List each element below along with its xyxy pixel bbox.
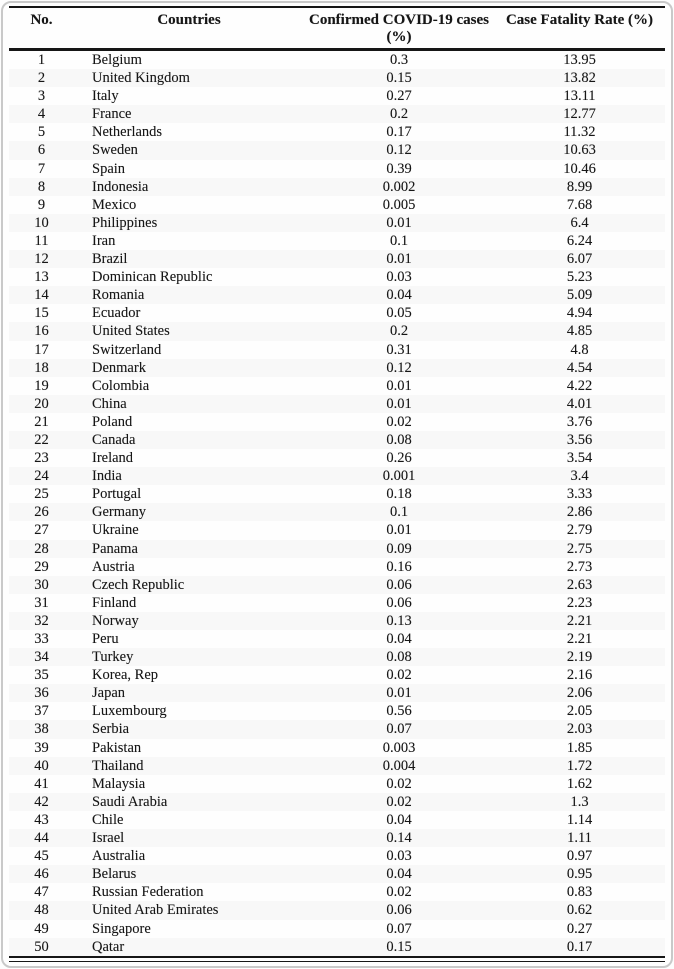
country-cell: Ireland <box>92 450 134 467</box>
fatality-rate-cell: 1.72 <box>566 757 593 774</box>
table-row <box>9 196 665 214</box>
confirmed-cases-cell: 0.08 <box>386 431 412 448</box>
country-cell: Iran <box>92 232 116 249</box>
table-row <box>9 377 665 395</box>
covid-country-table <box>9 6 665 958</box>
row-number-cell: 33 <box>34 631 49 647</box>
row-number-cell: 49 <box>34 920 49 937</box>
table-row <box>9 69 665 87</box>
table-row <box>9 847 665 865</box>
country-cell: Luxembourg <box>92 703 167 720</box>
row-number-cell: 28 <box>34 540 49 557</box>
confirmed-cases-cell: 0.18 <box>386 486 412 503</box>
country-cell: Peru <box>92 631 119 647</box>
fatality-rate-cell: 1.85 <box>566 739 593 756</box>
confirmed-cases-cell: 0.02 <box>386 667 412 684</box>
fatality-rate-cell: 2.63 <box>566 576 593 593</box>
row-number-cell: 16 <box>34 323 49 340</box>
country-cell: France <box>92 106 132 123</box>
row-number-cell: 19 <box>34 377 49 394</box>
confirmed-cases-cell: 0.3 <box>389 52 409 68</box>
country-cell: Pakistan <box>92 739 142 756</box>
table-row <box>9 576 665 594</box>
confirmed-cases-cell: 0.004 <box>382 757 416 774</box>
country-cell: Dominican Republic <box>92 269 213 286</box>
table-row <box>9 503 665 521</box>
table-row <box>9 214 665 232</box>
confirmed-cases-cell: 0.06 <box>386 594 412 611</box>
fatality-rate-cell: 3.76 <box>566 413 593 430</box>
country-cell: Finland <box>92 594 137 611</box>
row-number-cell: 48 <box>34 902 49 919</box>
fatality-rate-cell: 0.97 <box>566 848 593 865</box>
row-number-cell: 38 <box>34 721 49 738</box>
confirmed-cases-cell: 0.07 <box>386 920 412 937</box>
fatality-rate-cell: 0.95 <box>566 866 593 883</box>
row-number-cell: 21 <box>34 413 49 430</box>
row-number-cell: 29 <box>34 558 49 575</box>
row-number-cell: 10 <box>34 214 49 231</box>
country-cell: Singapore <box>92 920 151 937</box>
row-number-cell: 50 <box>34 938 49 955</box>
row-number-cell: 8 <box>37 178 46 195</box>
col-header-confirmed-cases: Confirmed COVID-19 cases (%) <box>309 12 489 45</box>
table-row <box>9 684 665 702</box>
table-row <box>9 286 665 304</box>
table-body <box>9 50 665 957</box>
country-cell: China <box>92 395 127 412</box>
table-row <box>9 160 665 178</box>
table-row <box>9 485 665 503</box>
confirmed-cases-cell: 0.01 <box>386 522 412 539</box>
country-cell: Switzerland <box>92 341 162 358</box>
table-row <box>9 250 665 268</box>
country-cell: Qatar <box>92 938 125 955</box>
row-number-cell: 15 <box>34 305 49 322</box>
fatality-rate-cell: 11.32 <box>563 124 596 141</box>
fatality-rate-cell: 4.85 <box>566 323 593 340</box>
confirmed-cases-cell: 0.003 <box>382 739 416 756</box>
country-cell: Mexico <box>92 196 137 213</box>
confirmed-cases-cell: 0.02 <box>386 793 412 810</box>
fatality-rate-cell: 4.94 <box>566 305 593 322</box>
country-cell: Ukraine <box>92 522 139 539</box>
table-row <box>9 268 665 286</box>
country-cell: Chile <box>92 811 124 828</box>
country-cell: Thailand <box>92 757 144 774</box>
country-cell: Malaysia <box>92 775 146 792</box>
row-number-cell: 35 <box>34 667 49 684</box>
fatality-rate-cell: 5.23 <box>566 269 593 286</box>
fatality-rate-cell: 13.95 <box>563 52 596 68</box>
confirmed-cases-cell: 0.26 <box>386 450 412 467</box>
row-number-cell: 26 <box>34 504 49 521</box>
table-row <box>9 720 665 738</box>
row-number-cell: 5 <box>37 124 46 141</box>
table-row <box>9 87 665 105</box>
col-header-countries: Countries <box>157 12 221 28</box>
fatality-rate-cell: 8.99 <box>566 178 593 195</box>
row-number-cell: 18 <box>34 359 49 376</box>
country-cell: India <box>92 468 122 485</box>
confirmed-cases-cell: 0.03 <box>386 848 412 865</box>
confirmed-cases-cell: 0.002 <box>382 178 416 195</box>
confirmed-cases-cell: 0.08 <box>386 649 412 666</box>
fatality-rate-cell: 2.21 <box>566 612 593 629</box>
table-row <box>9 413 665 431</box>
confirmed-cases-cell: 0.1 <box>389 232 409 249</box>
confirmed-cases-cell: 0.02 <box>386 413 412 430</box>
table-row <box>9 920 665 938</box>
country-cell: Austria <box>92 558 135 575</box>
country-cell: Israel <box>92 830 125 847</box>
country-cell: Indonesia <box>92 178 149 195</box>
fatality-rate-cell: 10.46 <box>563 160 596 177</box>
row-number-cell: 44 <box>34 830 49 847</box>
confirmed-cases-cell: 0.01 <box>386 214 412 231</box>
fatality-rate-cell: 10.63 <box>563 142 596 159</box>
scanned-table-frame <box>1 1 673 968</box>
confirmed-cases-cell: 0.04 <box>386 811 412 828</box>
country-cell: United Arab Emirates <box>92 902 219 919</box>
confirmed-cases-cell: 0.16 <box>386 558 412 575</box>
country-cell: Turkey <box>92 649 134 666</box>
table-row <box>9 540 665 558</box>
fatality-rate-cell: 4.54 <box>566 359 593 376</box>
fatality-rate-cell: 1.3 <box>570 793 589 810</box>
table-row <box>9 739 665 757</box>
confirmed-cases-cell: 0.12 <box>386 359 412 376</box>
confirmed-cases-cell: 0.14 <box>386 830 412 847</box>
country-cell: United Kingdom <box>92 70 190 87</box>
confirmed-cases-cell: 0.02 <box>386 884 412 901</box>
country-cell: Belgium <box>92 52 142 68</box>
row-number-cell: 46 <box>34 866 49 883</box>
country-cell: Portugal <box>92 486 142 503</box>
fatality-rate-cell: 4.22 <box>566 377 593 394</box>
table-row <box>9 304 665 322</box>
row-number-cell: 30 <box>34 576 49 593</box>
row-number-cell: 32 <box>34 612 49 629</box>
table-row <box>9 50 665 70</box>
fatality-rate-cell: 7.68 <box>566 196 593 213</box>
row-number-cell: 13 <box>34 269 49 286</box>
confirmed-cases-cell: 0.13 <box>386 612 412 629</box>
fatality-rate-cell: 0.62 <box>566 902 593 919</box>
table-row <box>9 105 665 123</box>
row-number-cell: 12 <box>34 251 49 268</box>
fatality-rate-cell: 12.77 <box>563 106 596 123</box>
country-cell: Czech Republic <box>92 576 185 593</box>
country-cell: Colombia <box>92 377 150 394</box>
confirmed-cases-cell: 0.04 <box>386 287 412 304</box>
confirmed-cases-cell: 0.39 <box>386 160 412 177</box>
row-number-cell: 20 <box>34 395 49 412</box>
fatality-rate-cell: 0.83 <box>566 884 593 901</box>
country-cell: Italy <box>92 88 119 105</box>
country-cell: Netherlands <box>92 124 163 141</box>
country-cell: Korea, Rep <box>92 667 159 684</box>
table-row <box>9 883 665 901</box>
confirmed-cases-cell: 0.56 <box>386 703 412 720</box>
row-number-cell: 3 <box>37 88 46 105</box>
fatality-rate-cell: 2.75 <box>566 540 593 557</box>
confirmed-cases-cell: 0.15 <box>386 938 412 955</box>
row-number-cell: 42 <box>34 793 49 810</box>
table-row <box>9 594 665 612</box>
row-number-cell: 41 <box>34 775 49 792</box>
confirmed-cases-cell: 0.17 <box>386 124 412 141</box>
row-number-cell: 37 <box>34 703 49 720</box>
row-number-cell: 22 <box>34 431 49 448</box>
country-cell: Poland <box>92 413 133 430</box>
country-cell: Norway <box>92 612 139 629</box>
confirmed-cases-cell: 0.2 <box>389 106 409 123</box>
table-row <box>9 141 665 159</box>
fatality-rate-cell: 2.79 <box>566 522 593 539</box>
table-row <box>9 521 665 539</box>
confirmed-cases-cell: 0.06 <box>386 902 412 919</box>
row-number-cell: 45 <box>34 848 49 865</box>
fatality-rate-cell: 2.03 <box>566 721 593 738</box>
country-cell: Serbia <box>92 721 130 738</box>
table-header <box>9 7 665 50</box>
country-cell: Saudi Arabia <box>92 793 168 810</box>
row-number-cell: 24 <box>34 468 49 485</box>
row-number-cell: 36 <box>34 685 49 702</box>
row-number-cell: 40 <box>34 757 49 774</box>
fatality-rate-cell: 1.62 <box>566 775 593 792</box>
country-cell: Brazil <box>92 251 128 268</box>
confirmed-cases-cell: 0.005 <box>382 196 416 213</box>
fatality-rate-cell: 4.8 <box>570 341 589 358</box>
fatality-rate-cell: 2.23 <box>566 594 593 611</box>
fatality-rate-cell: 2.06 <box>566 685 593 702</box>
table-row <box>9 558 665 576</box>
table-row <box>9 775 665 793</box>
row-number-cell: 43 <box>34 811 49 828</box>
confirmed-cases-cell: 0.1 <box>389 504 409 521</box>
table-row <box>9 341 665 359</box>
fatality-rate-cell: 2.16 <box>566 667 593 684</box>
fatality-rate-cell: 6.24 <box>566 232 593 249</box>
country-cell: Germany <box>92 504 146 521</box>
confirmed-cases-cell: 0.001 <box>382 468 416 485</box>
row-number-cell: 17 <box>34 341 49 358</box>
table-header-row <box>9 7 665 50</box>
country-cell: Ecuador <box>92 305 141 322</box>
row-number-cell: 14 <box>34 287 49 304</box>
fatality-rate-cell: 2.86 <box>566 504 593 521</box>
row-number-cell: 6 <box>37 142 46 159</box>
country-cell: Denmark <box>92 359 146 376</box>
row-number-cell: 39 <box>34 739 49 756</box>
country-cell: Belarus <box>92 866 137 883</box>
table-row <box>9 793 665 811</box>
fatality-rate-cell: 4.01 <box>566 395 593 412</box>
fatality-rate-cell: 3.4 <box>570 468 589 485</box>
col-header-fatality-rate: Case Fatality Rate (%) <box>505 12 654 28</box>
table-bottom-rule <box>9 961 665 962</box>
country-cell: Canada <box>92 431 136 448</box>
table-row <box>9 702 665 720</box>
table-row <box>9 395 665 413</box>
country-cell: Japan <box>92 685 126 702</box>
country-cell: United States <box>92 323 170 340</box>
row-number-cell: 47 <box>34 884 49 901</box>
row-number-cell: 7 <box>37 160 46 177</box>
fatality-rate-cell: 3.54 <box>566 450 593 467</box>
row-number-cell: 34 <box>34 649 49 666</box>
table-row <box>9 359 665 377</box>
table-row <box>9 431 665 449</box>
country-cell: Philippines <box>92 214 158 231</box>
fatality-rate-cell: 1.14 <box>566 811 593 828</box>
confirmed-cases-cell: 0.09 <box>386 540 412 557</box>
row-number-cell: 23 <box>34 450 49 467</box>
table-row <box>9 811 665 829</box>
confirmed-cases-cell: 0.31 <box>386 341 412 358</box>
row-number-cell: 9 <box>37 196 46 213</box>
country-cell: Australia <box>92 848 146 865</box>
table-row <box>9 757 665 775</box>
fatality-rate-cell: 3.33 <box>566 486 593 503</box>
country-cell: Russian Federation <box>92 884 204 901</box>
row-number-cell: 1 <box>37 52 46 68</box>
row-number-cell: 31 <box>34 594 49 611</box>
confirmed-cases-cell: 0.06 <box>386 576 412 593</box>
fatality-rate-cell: 6.07 <box>566 251 593 268</box>
country-cell: Spain <box>92 160 126 177</box>
row-number-cell: 4 <box>37 106 46 123</box>
table-row <box>9 322 665 340</box>
row-number-cell: 11 <box>34 232 49 249</box>
table-row <box>9 449 665 467</box>
row-number-cell: 27 <box>34 522 49 539</box>
country-cell: Sweden <box>92 142 138 159</box>
fatality-rate-cell: 0.17 <box>566 938 593 955</box>
table-row <box>9 467 665 485</box>
confirmed-cases-cell: 0.27 <box>386 88 412 105</box>
confirmed-cases-cell: 0.01 <box>386 251 412 268</box>
confirmed-cases-cell: 0.01 <box>386 395 412 412</box>
confirmed-cases-cell: 0.01 <box>386 377 412 394</box>
table-row <box>9 123 665 141</box>
col-header-no: No. <box>30 12 53 28</box>
country-cell: Panama <box>92 540 138 557</box>
fatality-rate-cell: 0.27 <box>566 920 593 937</box>
table-row <box>9 865 665 883</box>
fatality-rate-cell: 1.11 <box>567 830 592 847</box>
fatality-rate-cell: 13.82 <box>563 70 596 87</box>
confirmed-cases-cell: 0.03 <box>386 269 412 286</box>
confirmed-cases-cell: 0.01 <box>386 685 412 702</box>
fatality-rate-cell: 2.21 <box>566 631 593 647</box>
table-row <box>9 666 665 684</box>
fatality-rate-cell: 6.4 <box>570 214 589 231</box>
row-number-cell: 25 <box>34 486 49 503</box>
table-row <box>9 178 665 196</box>
fatality-rate-cell: 3.56 <box>566 431 593 448</box>
confirmed-cases-cell: 0.04 <box>386 866 412 883</box>
confirmed-cases-cell: 0.05 <box>386 305 412 322</box>
fatality-rate-cell: 2.73 <box>566 558 593 575</box>
table-row <box>9 232 665 250</box>
table-row <box>9 829 665 847</box>
confirmed-cases-cell: 0.15 <box>386 70 412 87</box>
confirmed-cases-cell: 0.12 <box>386 142 412 159</box>
fatality-rate-cell: 2.05 <box>566 703 593 720</box>
confirmed-cases-cell: 0.07 <box>386 721 412 738</box>
confirmed-cases-cell: 0.02 <box>386 775 412 792</box>
fatality-rate-cell: 5.09 <box>566 287 593 304</box>
country-cell: Romania <box>92 287 145 304</box>
confirmed-cases-cell: 0.04 <box>386 631 412 647</box>
row-number-cell: 2 <box>37 70 46 87</box>
confirmed-cases-cell: 0.2 <box>389 323 409 340</box>
fatality-rate-cell: 2.19 <box>566 649 593 666</box>
table-row <box>9 938 665 957</box>
fatality-rate-cell: 13.11 <box>563 88 596 105</box>
table-row <box>9 630 665 648</box>
table-row <box>9 901 665 919</box>
table-row <box>9 612 665 630</box>
table-row <box>9 648 665 666</box>
